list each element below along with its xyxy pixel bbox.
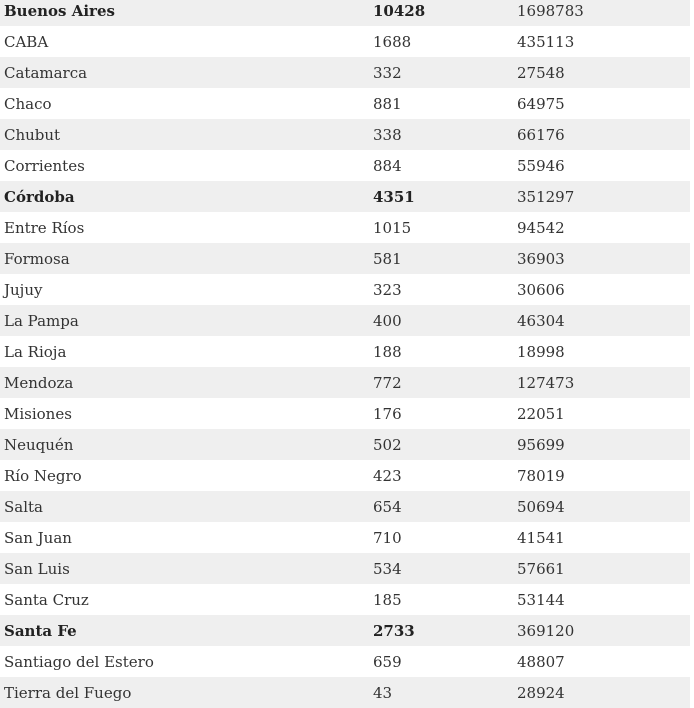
province-name-cell: Buenos Aires bbox=[0, 0, 369, 26]
table-row bbox=[0, 212, 690, 243]
value-b-cell: 57661 bbox=[513, 553, 690, 584]
value-b-cell: 369120 bbox=[513, 615, 690, 646]
province-name-cell: Tierra del Fuego bbox=[0, 677, 369, 708]
province-name-cell: CABA bbox=[0, 26, 369, 57]
province-name-cell: Corrientes bbox=[0, 150, 369, 181]
province-name-cell: Neuquén bbox=[0, 429, 369, 460]
table-row bbox=[0, 460, 690, 491]
province-name-cell: San Luis bbox=[0, 553, 369, 584]
table-row bbox=[0, 243, 690, 274]
value-b-cell: 435113 bbox=[513, 26, 690, 57]
value-a-cell: 338 bbox=[369, 119, 513, 150]
table-row bbox=[0, 119, 690, 150]
table-row bbox=[0, 57, 690, 88]
table-row bbox=[0, 677, 690, 708]
value-b-cell: 64975 bbox=[513, 88, 690, 119]
value-a-cell: 581 bbox=[369, 243, 513, 274]
table-row bbox=[0, 646, 690, 677]
table-row bbox=[0, 88, 690, 119]
value-a-cell: 710 bbox=[369, 522, 513, 553]
value-b-cell: 53144 bbox=[513, 584, 690, 615]
value-a-cell: 884 bbox=[369, 150, 513, 181]
table-row bbox=[0, 0, 690, 26]
province-name-cell: Misiones bbox=[0, 398, 369, 429]
table-row bbox=[0, 181, 690, 212]
value-a-cell: 10428 bbox=[369, 0, 513, 26]
value-a-cell: 502 bbox=[369, 429, 513, 460]
table-row bbox=[0, 305, 690, 336]
table-row bbox=[0, 429, 690, 460]
value-b-cell: 36903 bbox=[513, 243, 690, 274]
value-a-cell: 43 bbox=[369, 677, 513, 708]
province-name-cell: Chaco bbox=[0, 88, 369, 119]
value-a-cell: 423 bbox=[369, 460, 513, 491]
value-a-cell: 534 bbox=[369, 553, 513, 584]
value-a-cell: 654 bbox=[369, 491, 513, 522]
table-row bbox=[0, 522, 690, 553]
province-name-cell: La Rioja bbox=[0, 336, 369, 367]
province-name-cell: Chubut bbox=[0, 119, 369, 150]
value-a-cell: 1688 bbox=[369, 26, 513, 57]
value-b-cell: 95699 bbox=[513, 429, 690, 460]
province-name-cell: Santa Cruz bbox=[0, 584, 369, 615]
value-a-cell: 185 bbox=[369, 584, 513, 615]
table-row bbox=[0, 150, 690, 181]
province-name-cell: Jujuy bbox=[0, 274, 369, 305]
value-a-cell: 188 bbox=[369, 336, 513, 367]
value-a-cell: 1015 bbox=[369, 212, 513, 243]
table-row bbox=[0, 398, 690, 429]
value-b-cell: 18998 bbox=[513, 336, 690, 367]
value-a-cell: 659 bbox=[369, 646, 513, 677]
province-name-cell: Entre Ríos bbox=[0, 212, 369, 243]
province-name-cell: Río Negro bbox=[0, 460, 369, 491]
province-name-cell: Santiago del Estero bbox=[0, 646, 369, 677]
province-name-cell: Santa Fe bbox=[0, 615, 369, 646]
value-b-cell: 94542 bbox=[513, 212, 690, 243]
value-a-cell: 400 bbox=[369, 305, 513, 336]
value-b-cell: 1698783 bbox=[513, 0, 690, 26]
value-a-cell: 881 bbox=[369, 88, 513, 119]
table-row bbox=[0, 491, 690, 522]
value-b-cell: 41541 bbox=[513, 522, 690, 553]
value-b-cell: 46304 bbox=[513, 305, 690, 336]
value-a-cell: 4351 bbox=[369, 181, 513, 212]
value-b-cell: 127473 bbox=[513, 367, 690, 398]
value-b-cell: 55946 bbox=[513, 150, 690, 181]
province-name-cell: Formosa bbox=[0, 243, 369, 274]
value-b-cell: 27548 bbox=[513, 57, 690, 88]
table-row bbox=[0, 615, 690, 646]
value-b-cell: 78019 bbox=[513, 460, 690, 491]
value-b-cell: 50694 bbox=[513, 491, 690, 522]
province-name-cell: Salta bbox=[0, 491, 369, 522]
value-a-cell: 772 bbox=[369, 367, 513, 398]
value-a-cell: 332 bbox=[369, 57, 513, 88]
province-name-cell: San Juan bbox=[0, 522, 369, 553]
value-b-cell: 30606 bbox=[513, 274, 690, 305]
table-row bbox=[0, 336, 690, 367]
table-row bbox=[0, 367, 690, 398]
value-b-cell: 66176 bbox=[513, 119, 690, 150]
value-b-cell: 48807 bbox=[513, 646, 690, 677]
value-a-cell: 323 bbox=[369, 274, 513, 305]
value-b-cell: 22051 bbox=[513, 398, 690, 429]
table-row bbox=[0, 274, 690, 305]
province-name-cell: Catamarca bbox=[0, 57, 369, 88]
value-b-cell: 28924 bbox=[513, 677, 690, 708]
value-b-cell: 351297 bbox=[513, 181, 690, 212]
value-a-cell: 2733 bbox=[369, 615, 513, 646]
table-row bbox=[0, 553, 690, 584]
province-name-cell: La Pampa bbox=[0, 305, 369, 336]
table-row bbox=[0, 584, 690, 615]
table-row bbox=[0, 26, 690, 57]
province-name-cell: Mendoza bbox=[0, 367, 369, 398]
province-name-cell: Córdoba bbox=[0, 181, 369, 212]
value-a-cell: 176 bbox=[369, 398, 513, 429]
